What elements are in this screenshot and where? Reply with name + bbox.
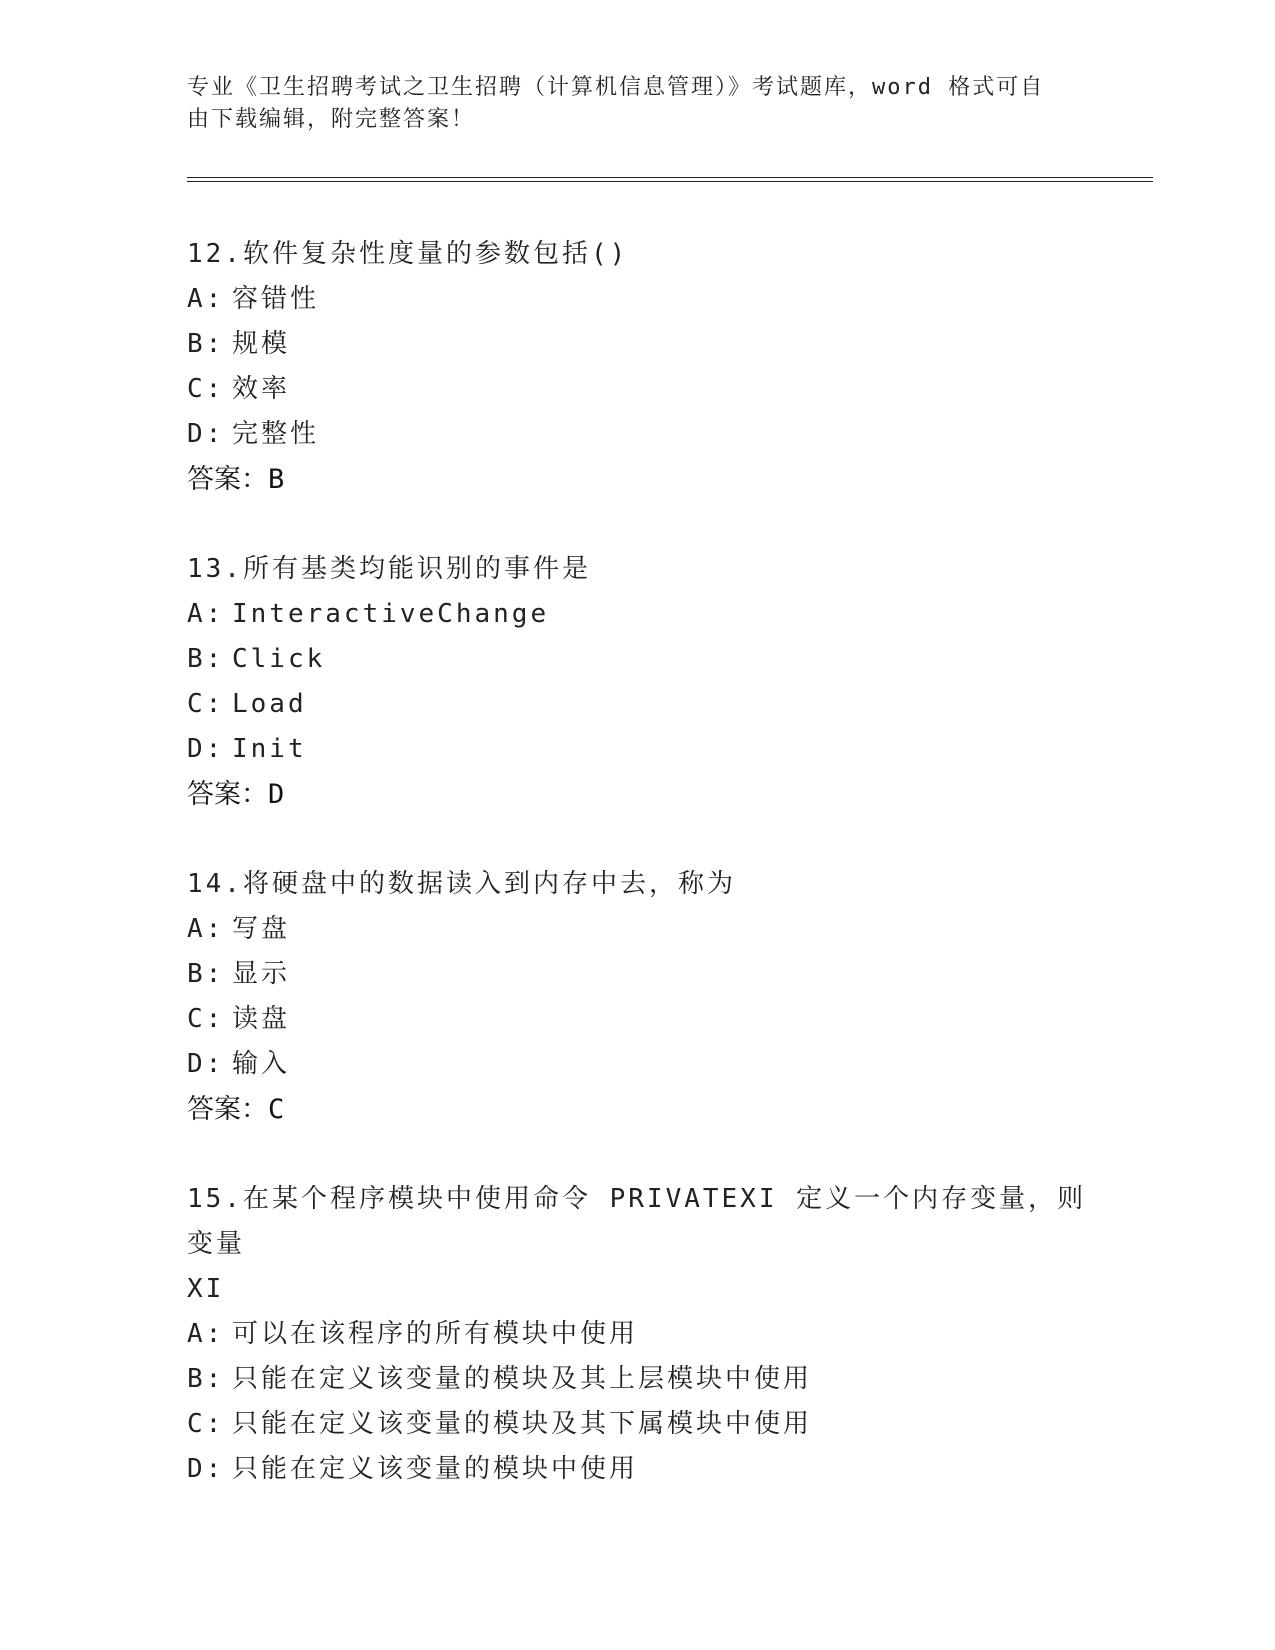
option-a [187,277,1087,322]
option-text: InteractiveChange [232,599,550,629]
option-key: D: [187,1049,225,1079]
option-c [187,367,1087,412]
option-text: Init [232,734,307,764]
option-text: 只能在定义该变量的模块中使用 [232,1454,639,1484]
option-key: C: [187,1004,225,1034]
option-d [187,1447,1087,1492]
option-key: C: [187,689,225,719]
option-a [187,907,1087,952]
option-key: B: [187,1364,225,1394]
option-key: C: [187,374,225,404]
question-12 [187,232,1087,502]
document-intro [187,72,1087,136]
option-b [187,1357,1087,1402]
option-c [187,682,1087,727]
option-b [187,637,1087,682]
option-text: 输入 [232,1049,291,1079]
option-text: 效率 [232,374,291,404]
option-c [187,1402,1087,1447]
answer-value: C [268,1094,285,1125]
question-13 [187,547,1087,817]
option-a [187,592,1087,637]
option-key: B: [187,644,225,674]
answer-line [187,1087,1087,1132]
option-text: 可以在该程序的所有模块中使用 [232,1319,639,1349]
answer-label: 答案： [187,779,268,810]
answer-value: D [268,779,285,810]
option-key: A: [187,599,225,629]
option-key: A: [187,1319,225,1349]
question-15 [187,1177,1087,1492]
option-d [187,412,1087,457]
question-14 [187,862,1087,1132]
answer-label: 答案： [187,1094,268,1125]
option-d [187,727,1087,772]
option-key: A: [187,284,225,314]
answer-line [187,457,1087,502]
answer-line [187,772,1087,817]
option-text: 只能在定义该变量的模块及其下属模块中使用 [232,1409,813,1439]
option-text: 规模 [232,329,291,359]
option-key: D: [187,419,225,449]
option-text: 显示 [232,959,291,989]
option-text: 容错性 [232,284,320,314]
option-text: 读盘 [232,1004,291,1034]
answer-label: 答案： [187,464,268,495]
option-text: Click [232,644,326,674]
option-text: 写盘 [232,914,291,944]
question-stem: 12.软件复杂性度量的参数包括() [187,239,629,269]
question-stem-line-1: 15.在某个程序模块中使用命令 PRIVATEXI 定义一个内存变量，则变量 [187,1184,1087,1259]
option-c [187,997,1087,1042]
option-key: B: [187,329,225,359]
option-key: A: [187,914,225,944]
intro-line-2: 由下载编辑，附完整答案！ [187,107,476,132]
option-key: D: [187,1454,225,1484]
option-b [187,322,1087,367]
question-stem: 13.所有基类均能识别的事件是 [187,554,591,584]
option-text: 完整性 [232,419,320,449]
option-a [187,1312,1087,1357]
intro-line-1: 专业《卫生招聘考试之卫生招聘（计算机信息管理）》考试题库，word 格式可自 [187,75,1045,100]
option-d [187,1042,1087,1087]
option-text: 只能在定义该变量的模块及其上层模块中使用 [232,1364,813,1394]
option-text: Load [232,689,307,719]
header-divider-bottom [187,181,1153,182]
question-stem: 14.将硬盘中的数据读入到内存中去，称为 [187,869,736,899]
answer-value: B [268,464,285,495]
option-key: B: [187,959,225,989]
option-key: C: [187,1409,225,1439]
option-b [187,952,1087,997]
header-divider-top [187,177,1153,178]
option-key: D: [187,734,225,764]
question-stem-line-2: XI [187,1274,225,1304]
